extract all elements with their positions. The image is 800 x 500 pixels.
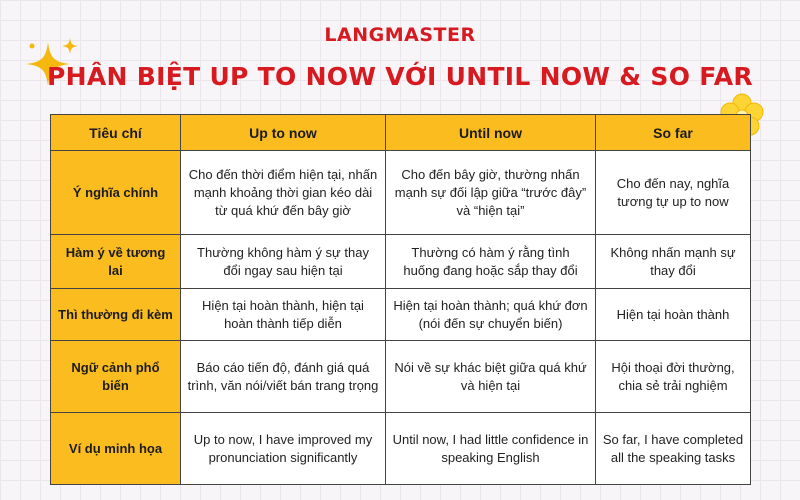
table-cell: Cho đến nay, nghĩa tương tự up to now: [596, 151, 751, 235]
table-cell: Không nhấn mạnh sự thay đổi: [596, 235, 751, 289]
row-criteria-cell: Thì thường đi kèm: [51, 289, 181, 341]
row-criteria-cell: Ngữ cảnh phổ biến: [51, 341, 181, 413]
table-cell: Until now, I had little confidence in speaking English: [386, 413, 596, 485]
row-criteria-cell: Ý nghĩa chính: [51, 151, 181, 235]
header-until-now: Until now: [386, 115, 596, 151]
table-cell: Hiện tại hoàn thành: [596, 289, 751, 341]
row-criteria-cell: Ví dụ minh họa: [51, 413, 181, 485]
table-cell: Hội thoại đời thường, chia sẻ trải nghiệm: [596, 341, 751, 413]
table-cell: So far, I have completed all the speaking tasks: [596, 413, 751, 485]
header-criteria: Tiêu chí: [51, 115, 181, 151]
table-cell: Báo cáo tiến độ, đánh giá quá trình, văn nói/viết bán trang trọng: [181, 341, 386, 413]
table-header-row: [51, 115, 751, 151]
table-row: [51, 413, 751, 485]
table-cell: Nói về sự khác biệt giữa quá khứ và hiện tại: [386, 341, 596, 413]
table-cell: Cho đến bây giờ, thường nhấn mạnh sự đối lập giữa “trước đây” và “hiện tại”: [386, 151, 596, 235]
brand-logo: LANGMASTER: [324, 24, 476, 46]
header-so-far: So far: [596, 115, 751, 151]
header-up-to-now: Up to now: [181, 115, 386, 151]
table-row: [51, 289, 751, 341]
row-criteria-cell: Hàm ý về tương lai: [51, 235, 181, 289]
table-row: [51, 151, 751, 235]
table-cell: Cho đến thời điểm hiện tại, nhấn mạnh khoảng thời gian kéo dài từ quá khứ đến bây giờ: [181, 151, 386, 235]
table-cell: Thường không hàm ý sự thay đổi ngay sau hiện tại: [181, 235, 386, 289]
table-cell: Thường có hàm ý rằng tình huống đang hoặc sắp thay đổi: [386, 235, 596, 289]
table-cell: Hiện tại hoàn thành, hiện tại hoàn thành tiếp diễn: [181, 289, 386, 341]
comparison-table: [50, 114, 751, 485]
page-title: PHÂN BIỆT UP TO NOW VỚI UNTIL NOW & SO FAR: [47, 62, 753, 91]
table-cell: Hiện tại hoàn thành; quá khứ đơn (nói đến sự chuyển biến): [386, 289, 596, 341]
table-row: [51, 341, 751, 413]
table-cell: Up to now, I have improved my pronunciation significantly: [181, 413, 386, 485]
table-row: [51, 235, 751, 289]
